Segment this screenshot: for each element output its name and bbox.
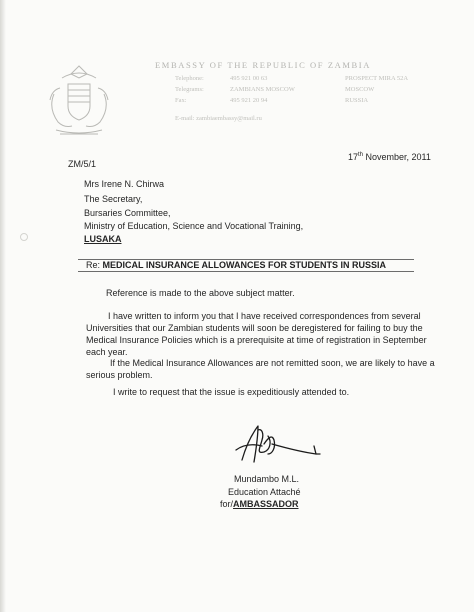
subject-prefix: Re: xyxy=(86,260,103,270)
letterhead-row-fax xyxy=(175,97,415,108)
letterhead-value: 495 921 00 63 xyxy=(230,75,268,82)
letterhead-label: Telephone: xyxy=(175,75,204,82)
letterhead-value: ZAMBIANS MOSCOW xyxy=(230,86,295,93)
letterhead-email: E-mail: zambiaembassy@mail.ru xyxy=(175,115,262,122)
letter-date xyxy=(348,152,431,162)
subject-rule-bottom xyxy=(78,271,414,272)
signatory-for-prefix: for/ xyxy=(220,499,234,509)
letterhead-row-telegrams xyxy=(175,86,415,97)
body-paragraph: I write to request that the issue is expeditiously attended to. xyxy=(113,387,350,397)
punch-hole-mark xyxy=(20,233,28,241)
letterhead-address: RUSSIA xyxy=(345,97,369,104)
letterhead-label: Telegrams: xyxy=(175,86,204,93)
signatory-for xyxy=(220,499,299,509)
letterhead-label: Fax: xyxy=(175,97,187,104)
letterhead-row-telephone xyxy=(175,75,415,86)
body-paragraph: Reference is made to the above subject matter. xyxy=(106,288,295,298)
body-paragraph: If the Medical Insurance Allowances are not remitted soon, we are likely to have a serious problem. xyxy=(86,358,435,380)
recipient-city: LUSAKA xyxy=(84,234,122,244)
letterhead-title: EMBASSY OF THE REPUBLIC OF ZAMBIA xyxy=(155,60,371,70)
handwritten-signature xyxy=(228,420,328,470)
letterhead-value: 495 921 20 94 xyxy=(230,97,268,104)
signatory-name: Mundambo M.L. xyxy=(234,474,300,484)
date-suffix: th xyxy=(358,152,364,158)
date-rest: November, 2011 xyxy=(363,152,431,162)
signatory-title: Education Attaché xyxy=(228,487,301,497)
subject-title: MEDICAL INSURANCE ALLOWANCES FOR STUDENTS IN RUSSIA xyxy=(102,260,387,270)
letterhead-address: MOSCOW xyxy=(345,86,375,93)
date-day: 17 xyxy=(348,152,359,162)
recipient-line: Bursaries Committee, xyxy=(84,208,171,218)
body-paragraph: I have written to inform you that I have received correspondences from several Universities that our Zambian students will soon be deregistered for failing to buy the Medical Insurance Policies which is a prerequisite at time of registration in September each year. xyxy=(86,311,427,357)
recipient-line: Ministry of Education, Science and Vocational Training, xyxy=(84,221,304,231)
recipient-name: Mrs Irene N. Chirwa xyxy=(84,179,165,189)
subject-line xyxy=(86,260,386,270)
recipient-line: The Secretary, xyxy=(84,194,143,204)
coat-of-arms-icon xyxy=(40,60,118,140)
letterhead-address: PROSPECT MIRA 52A xyxy=(345,75,409,82)
signatory-office: AMBASSADOR xyxy=(233,499,299,509)
reference-number: ZM/5/1 xyxy=(68,159,97,169)
